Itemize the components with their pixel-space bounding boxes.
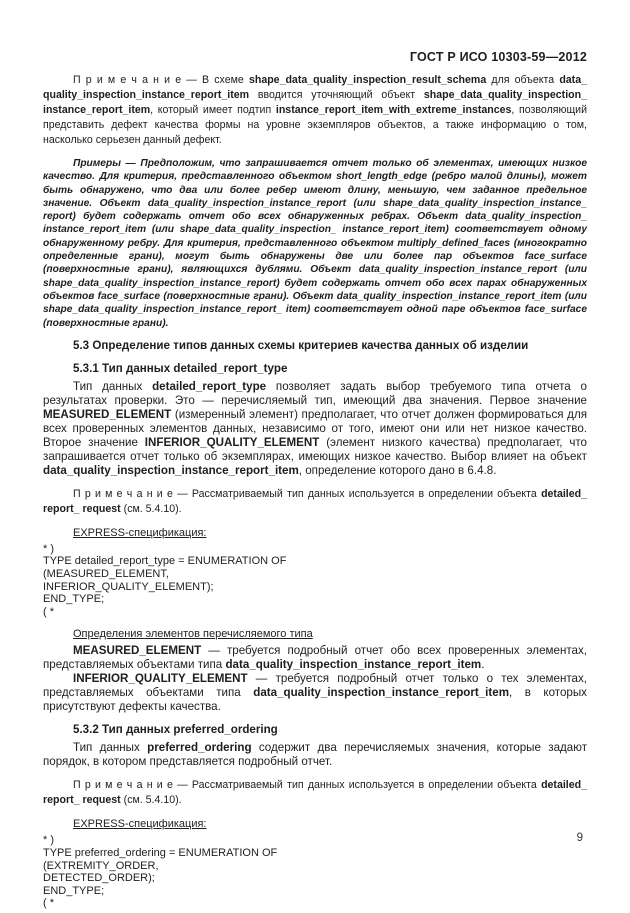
code-line — [43, 860, 587, 873]
text-run: shape_​data_​quality_​inspection_​result_​schema — [248, 74, 487, 86]
section-heading-5-3-2 — [43, 723, 587, 737]
text-run: (см. 5.4.10). — [120, 502, 182, 515]
text-run: MEASURED_​ELEMENT — [73, 644, 202, 658]
text-run: END_​TYPE; — [43, 884, 105, 897]
paragraph-body — [43, 644, 587, 672]
text-run: Тип данных — [73, 741, 148, 755]
text-run: data_​quality_​inspection_​instance_​report_​item — [43, 463, 299, 477]
text-run: , который имеет подтип — [150, 104, 276, 116]
text-run: * ) — [43, 542, 54, 555]
page-number: 9 — [576, 832, 583, 844]
code-line — [43, 885, 587, 898]
section-heading-5-3 — [43, 339, 587, 353]
code-line — [43, 543, 587, 556]
paragraph-note — [43, 487, 587, 517]
text-run: вводится уточняющий объект — [249, 89, 424, 101]
text-run: ( * — [43, 605, 54, 618]
text-run: detailed_​report_​type — [152, 379, 267, 393]
text-run: EXPRESS-спецификация: — [73, 818, 207, 831]
text-run: INFERIOR_​QUALITY_​ELEMENT — [73, 672, 248, 686]
code-line — [43, 872, 587, 885]
text-run: instance_​report_​item_​with_​extreme_​instances — [275, 104, 512, 116]
text-run: INFERIOR_​QUALITY_​ELEMENT); — [43, 580, 214, 593]
text-run: TYPE preferred_​ordering = ENUMERATION OF — [43, 847, 278, 860]
text-run: INFERIOR_​QUALITY_​ELEMENT — [144, 435, 320, 449]
text-run: — требуется подробный отчет обо всех проверенных элементах, представляемых объектами типа — [43, 644, 587, 672]
text-run: DETECTED_​ORDER); — [43, 872, 155, 885]
code-line — [43, 606, 587, 619]
text-run: data_​quality_​inspection_​instance_​report_​item — [225, 658, 482, 672]
document-content — [43, 73, 587, 910]
code-line — [43, 897, 587, 910]
text-run: позволяет задать выбор требуемого типа отчета о результатах проверки. Это — перечисляемый тип, имеющий два значения. Первое значение — [43, 379, 587, 407]
document-header-title: ГОСТ Р ИСО 10303-59—2012 — [409, 50, 587, 64]
code-line — [43, 834, 587, 847]
text-run: (MEASURED_​ELEMENT, — [43, 568, 169, 581]
text-run: , определение которого дано в 6.4.8. — [298, 463, 497, 477]
text-run: ( * — [43, 897, 54, 910]
text-run: data_​quality_​inspection_​instance_​report_​item — [43, 74, 587, 101]
express-spec-heading — [43, 526, 587, 540]
text-run: * ) — [43, 834, 54, 847]
text-run: MEASURED_​ELEMENT — [43, 407, 172, 421]
code-line — [43, 847, 587, 860]
code-line — [43, 568, 587, 581]
text-run: data_​quality_​inspection_​instance_​report_​item — [253, 686, 510, 700]
text-run: TYPE detailed_​report_​type = ENUMERATION OF — [43, 555, 287, 568]
paragraph-body — [43, 741, 587, 769]
text-run: П р и м е ч а н и е — В схеме — [73, 74, 249, 86]
text-run: detailed_​ report_​ request — [43, 487, 587, 515]
text-run: detailed_​report_​ request — [43, 779, 587, 807]
text-run: П р и м е ч а н и е — Рассматриваемый тип данных используется в определении объекта — [73, 487, 542, 500]
text-run: содержит два перечисляемых значения, которые задают порядок, в котором представляется подробный отчет. — [43, 741, 587, 769]
text-run: Тип данных — [73, 379, 153, 393]
code-line — [43, 555, 587, 568]
paragraph-note — [43, 778, 587, 808]
text-run: Примеры — Предположим, что запрашивается отчет только об элементах, имеющих низкое качество. Для критерия, представленного объектом short_​length_​edge (ребро малой длины), может быть обнаружено, что два или более ребер имеют длину, меньшую, чем заданное предельное значение. Объект data_​quality_​inspection_​instance_​report (или shape_​data_​quality_​inspection_​instance_​report) будет содержать отчет обо всех обнаруженных ребрах. Объект data_​quality_​inspection_​instance_​report_​item (или shape_​data_​quality_​inspection_​ instance_​report_​item) соответствует одному обнаруженному ребру. Для критерия, представленного объектом multiply_​defined_​faces (многократно определенные грани), могут быть обнаружены две или более пар объектов face_​surface (поверхностные грани), являющихся дублями. Объект data_​quality_​inspection_​instance_​report (или shape_​data_​quality_​inspection_​instance_​report) будет содержать отчет обо всех парах обнаруженных объектов face_​surface (поверхностные грани). Объект data_​quality_​inspection_​instance_​report_​item (или shape_​data_​quality_​inspection_​instance_​report_​ item) соответствует одной паре объектов face_​surface (поверхностные грани). — [43, 158, 587, 329]
text-run: EXPRESS-спецификация: — [73, 526, 207, 539]
text-run: . — [481, 658, 485, 672]
code-line — [43, 593, 587, 606]
text-run: , в которых присутствуют дефекты качества. — [43, 686, 587, 714]
text-run: (EXTREMITY_​ORDER, — [43, 859, 159, 872]
text-run: 5.3.2 Тип данных preferred_​ordering — [73, 723, 278, 737]
paragraph-example — [43, 157, 587, 330]
paragraph-note — [43, 73, 587, 148]
text-run: для объекта — [486, 74, 560, 86]
text-run: shape_​data_​quality_​inspection_​instance_​report_​item — [43, 89, 587, 116]
text-run: , позволяющий представить дефект качества формы на уровне экземпляров объектов, а также информацию о том, насколько серьезен данный дефект. — [43, 104, 588, 146]
text-run: 5.3.1 Тип данных detailed_​report_​type — [73, 361, 288, 375]
paragraph-body — [43, 380, 587, 478]
paragraph-body — [43, 672, 587, 714]
enum-definitions-heading — [43, 627, 587, 641]
express-spec-heading — [43, 817, 587, 831]
text-run: preferred_​ordering — [147, 741, 252, 755]
text-run: — требуется подробный отчет только о тех элементах, представляемых объектами типа — [43, 672, 587, 700]
text-run: 5.3 Определение типов данных схемы критериев качества данных об изделии — [73, 338, 529, 352]
text-run: П р и м е ч а н и е — Рассматриваемый тип данных используется в определении объекта — [73, 779, 542, 792]
section-heading-5-3-1 — [43, 362, 587, 376]
code-line — [43, 581, 587, 594]
text-run: (элемент низкого качества) предполагает, что запрашивается отчет только об экземплярах, имеющих низкое качество. Выбор влияет на объект — [43, 435, 587, 463]
text-run: (см. 5.4.10). — [120, 794, 182, 807]
text-run: (измеренный элемент) предполагает, что отчет должен формироваться для всех проверенных элементов данных, независимо от того, имеют они или нет низкое качество. Второе значение — [43, 407, 587, 449]
text-run: END_​TYPE; — [43, 593, 105, 606]
text-run: Определения элементов перечисляемого типа — [73, 628, 313, 641]
